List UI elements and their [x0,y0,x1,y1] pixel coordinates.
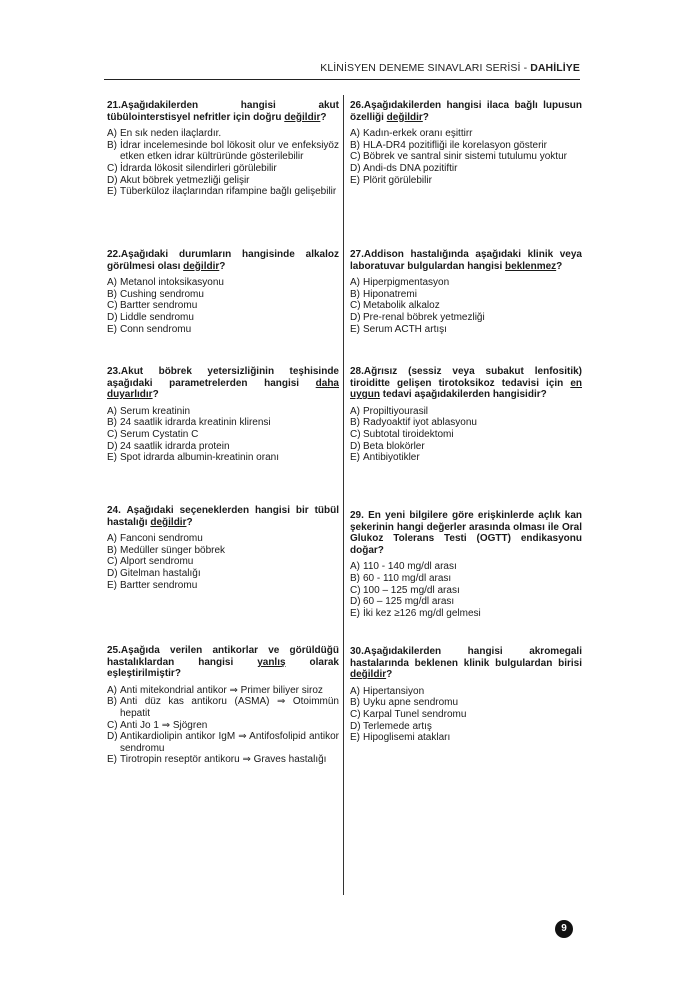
answer-option [350,417,582,429]
question-number: 27. [350,249,364,260]
answer-option [350,686,582,698]
question-stem [350,510,582,556]
option-text: İdrarda lökosit silendirleri görülebilir [120,162,277,174]
stem-keyword: en uygun [350,377,582,401]
question-number: 26. [350,100,364,111]
answer-option [350,697,582,709]
answer-option [350,163,582,175]
answer-option [107,545,339,557]
answer-option [350,151,582,163]
stem-text-end: ? [422,111,429,123]
option-text: Spot idrarda albumin-kreatinin oranı [120,452,279,464]
answer-option [350,406,582,418]
subject-title: DAHİLİYE [530,62,580,74]
option-text: Alport sendromu [120,556,194,568]
option-text: 24 saatlik idrarda protein [120,440,230,452]
stem-keyword: değildir [386,111,423,123]
answer-options [350,277,582,335]
answer-option [350,300,582,312]
option-text: Hiponatremi [363,288,417,300]
stem-text: Aşağıdakilerden hangisi akromegali hastalarında beklenen klinik bulgulardan birisi [350,646,582,669]
option-letter: A) [107,128,117,140]
option-text: 60 - 110 mg/dl arası [363,572,452,584]
stem-keyword: değildir [350,669,387,681]
stem-keyword: beklenmez [505,260,557,272]
stem-keyword: değildir [183,260,220,272]
answer-option [107,406,339,418]
option-letter: C) [350,708,361,720]
question-stem [107,505,339,528]
option-letter: A) [107,405,117,417]
answer-option [107,429,339,441]
option-letter: E) [107,754,117,766]
question-number: 28. [350,366,364,377]
answer-option [107,696,339,719]
option-letter: D) [107,567,118,579]
option-letter: A) [107,277,117,289]
option-text: Serum Cystatin C [120,428,199,440]
option-letter: C) [107,162,118,174]
stem-text-end: ? [556,260,563,272]
answer-options [350,561,582,619]
option-text: Gitelman hastalığı [120,567,201,579]
option-text: Serum ACTH artışı [363,323,447,335]
option-letter: B) [107,288,117,300]
question-29 [350,510,582,619]
answer-options [107,128,339,198]
option-letter: C) [107,556,118,568]
option-letter: E) [107,452,117,464]
option-text: İki kez ≥126 mg/dl gelmesi [363,607,481,619]
option-text: Anti düz kas antikoru (ASMA) ⇒ Otoimmün hepatit [120,696,339,719]
answer-option [350,312,582,324]
question-stem [350,100,582,123]
option-text: Anti Jo 1 ⇒ Sjögren [120,719,208,731]
option-text: Propiltiyourasil [363,405,429,417]
question-30 [350,646,582,744]
option-text: HLA-DR4 pozitifliği ile korelasyon gösterir [363,139,547,151]
answer-option [107,312,339,324]
option-text: En sık neden ilaçlardır. [120,128,222,140]
option-text: Uyku apne sendromu [363,697,459,709]
option-text: Antibiyotikler [363,452,420,464]
option-letter: A) [350,277,360,289]
answer-option [107,186,339,198]
answer-option [107,277,339,289]
option-letter: E) [350,323,360,335]
stem-text: Addison hastalığında aşağıdaki klinik veya laboratuvar bulgulardan hangisi [350,249,582,272]
option-letter: D) [350,440,361,452]
option-text: Hipertansiyon [363,685,425,697]
answer-option [350,175,582,187]
stem-keyword: yanlış [257,656,286,668]
answer-option [107,417,339,429]
option-letter: E) [107,323,117,335]
answer-option [107,175,339,187]
option-text: Plörit görülebilir [363,174,432,186]
stem-keyword: değildir [150,516,187,528]
answer-options [107,685,339,766]
answer-option [350,585,582,597]
answer-option [107,300,339,312]
answer-option [107,731,339,754]
option-letter: D) [107,731,118,743]
option-text: Andi-ds DNA pozitiftir [363,162,458,174]
answer-option [107,140,339,163]
option-letter: B) [107,696,117,708]
stem-text-end: ? [219,260,226,272]
option-letter: A) [350,128,360,140]
answer-option [107,163,339,175]
option-text: Anti mitekondrial antikor ⇒ Primer biliyer siroz [120,684,323,696]
option-letter: D) [350,162,361,174]
stem-text-end: ? [386,669,393,681]
option-letter: E) [107,579,117,591]
stem-text: Ağrısız (sessiz veya subakut lenfositik) tiroiditte gelişen tirotoksikoz tedavisi için [350,366,582,389]
option-letter: B) [350,572,360,584]
answer-option [350,429,582,441]
answer-option [107,685,339,697]
question-28 [350,366,582,464]
question-number: 25. [107,645,121,656]
answer-option [107,754,339,766]
question-stem [107,366,339,401]
option-letter: C) [350,300,361,312]
option-letter: E) [350,607,360,619]
question-21 [107,100,339,198]
option-text: Pre-renal böbrek yetmezliği [363,311,485,323]
question-stem [350,249,582,272]
question-27 [350,249,582,335]
stem-text-end: tedavi aşağıdakilerden hangisidir? [380,389,547,401]
option-letter: C) [107,719,118,731]
answer-options [107,533,339,591]
answer-options [107,277,339,335]
option-text: Bartter sendromu [120,300,198,312]
option-text: 110 - 140 mg/dl arası [363,561,457,573]
option-letter: B) [350,288,360,300]
option-text: Hiperpigmentasyon [363,277,450,289]
option-text: Cushing sendromu [120,288,204,300]
option-text: Kadın-erkek oranı eşittirr [363,128,473,140]
answer-option [107,452,339,464]
answer-options [107,406,339,464]
question-25 [107,645,339,766]
option-text: Metanol intoksikasyonu [120,277,224,289]
option-letter: E) [350,174,360,186]
option-letter: A) [350,405,360,417]
question-number: 21. [107,100,121,111]
option-text: Metabolik alkaloz [363,300,440,312]
option-letter: E) [107,186,117,198]
question-number: 29. [350,510,369,521]
option-text: Tüberküloz ilaçlarından rifampine bağlı gelişebilir [120,186,337,198]
option-text: 60 – 125 mg/dl arası [363,596,455,608]
answer-option [107,533,339,545]
option-text: Liddle sendromu [120,311,194,323]
series-title: KLİNİSYEN DENEME SINAVLARI SERİSİ - [320,62,531,74]
stem-text-end: olarak eşleştirilmiştir? [107,656,339,680]
option-letter: D) [107,311,118,323]
stem-text: Aşağıda verilen antikorlar ve görüldüğü hastalıklardan hangisi [107,645,339,668]
option-letter: A) [107,684,117,696]
option-text: Subtotal tiroidektomi [363,428,454,440]
answer-option [350,128,582,140]
option-letter: B) [350,697,360,709]
option-letter: C) [350,428,361,440]
option-letter: D) [350,720,361,732]
answer-option [107,580,339,592]
answer-option [350,140,582,152]
stem-text: Aşağıdaki seçeneklerden hangisi bir tübül hastalığı [107,505,339,528]
stem-text: Akut böbrek yetersizliğinin teşhisinde aşağıdaki parametrelerden hangisi [107,366,339,389]
option-letter: B) [107,544,117,556]
answer-option [107,720,339,732]
answer-option [350,277,582,289]
option-text: Conn sendromu [120,323,192,335]
stem-keyword: daha duyarlıdır [107,377,339,401]
option-letter: A) [350,685,360,697]
answer-option [350,441,582,453]
option-letter: C) [350,584,361,596]
question-number: 22. [107,249,121,260]
stem-text-end: ? [320,111,327,123]
answer-options [350,686,582,744]
option-text: 100 – 125 mg/dl arası [363,584,460,596]
option-letter: D) [107,174,118,186]
option-text: Beta blokörler [363,440,425,452]
answer-option [350,561,582,573]
answer-option [107,556,339,568]
option-letter: C) [107,300,118,312]
column-divider [343,95,344,895]
option-letter: B) [107,417,117,429]
page-header [104,62,580,76]
answer-option [350,721,582,733]
option-text: Medüller sünger böbrek [120,544,226,556]
option-text: Bartter sendromu [120,579,198,591]
answer-option [350,573,582,585]
question-stem [350,366,582,401]
stem-text: Aşağıdaki durumların hangisinde alkaloz görülmesi olası [107,249,339,272]
answer-option [350,608,582,620]
option-letter: B) [350,139,360,151]
option-letter: B) [350,417,360,429]
question-26 [350,100,582,186]
option-letter: D) [350,311,361,323]
answer-option [350,324,582,336]
stem-text: Aşağıdakilerden hangisi akut tübülointerstisyel nefritler için doğru [107,100,339,123]
answer-option [107,441,339,453]
question-24 [107,505,339,591]
option-text: Karpal Tunel sendromu [363,708,467,720]
question-number: 24. [107,505,127,516]
answer-option [350,732,582,744]
answer-options [350,128,582,186]
option-text: 24 saatlik idrarda kreatinin klirensi [120,417,271,429]
option-text: Antikardiolipin antikor IgM ⇒ Antifosfolipid antikor sendromu [120,731,339,754]
option-letter: A) [107,533,117,545]
stem-text: En yeni bilgilere göre erişkinlerde açlık kan şekerinin hangi değerler arasında olması ile Oral Glukoz Tolerans Testi (OGTT) endikasyonu doğar? [350,510,582,556]
answer-option [350,709,582,721]
answer-option [107,289,339,301]
option-text: Fanconi sendromu [120,533,203,545]
header-rule [104,79,580,80]
answer-option [350,289,582,301]
stem-keyword: değildir [284,111,321,123]
option-text: Radyoaktif iyot ablasyonu [363,417,477,429]
page-number: 9 [555,920,573,938]
question-23 [107,366,339,464]
option-text: Akut böbrek yetmezliği gelişir [120,174,250,186]
question-number: 30. [350,646,364,657]
option-text: Hipoglisemi atakları [363,732,451,744]
stem-text-end: ? [152,389,159,401]
question-stem [107,645,339,680]
answer-option [107,568,339,580]
question-stem [350,646,582,681]
option-text: Tirotropin reseptör antikoru ⇒ Graves hastalığı [120,754,327,766]
option-text: Böbrek ve santral sinir sistemi tutulumu yoktur [363,151,567,163]
stem-text: Aşağıdakilerden hangisi ilaca bağlı lupusun özelliği [350,100,582,123]
option-letter: A) [350,561,360,573]
question-stem [107,249,339,272]
answer-option [350,596,582,608]
option-letter: E) [350,732,360,744]
answer-options [350,406,582,464]
option-text: İdrar incelemesinde bol lökosit olur ve enfeksiyöz etken etken idrar kültrüründe gösterilebilir [120,139,339,163]
option-letter: E) [350,452,360,464]
option-text: Serum kreatinin [120,405,191,417]
answer-option [107,324,339,336]
option-letter: C) [350,151,361,163]
option-letter: D) [107,440,118,452]
stem-text-end: ? [186,516,193,528]
option-letter: C) [107,428,118,440]
option-letter: B) [107,139,117,151]
question-number: 23. [107,366,121,377]
option-letter: D) [350,596,361,608]
answer-option [350,452,582,464]
question-stem [107,100,339,123]
question-22 [107,249,339,335]
answer-option [107,128,339,140]
option-text: Terlemede artış [363,720,432,732]
